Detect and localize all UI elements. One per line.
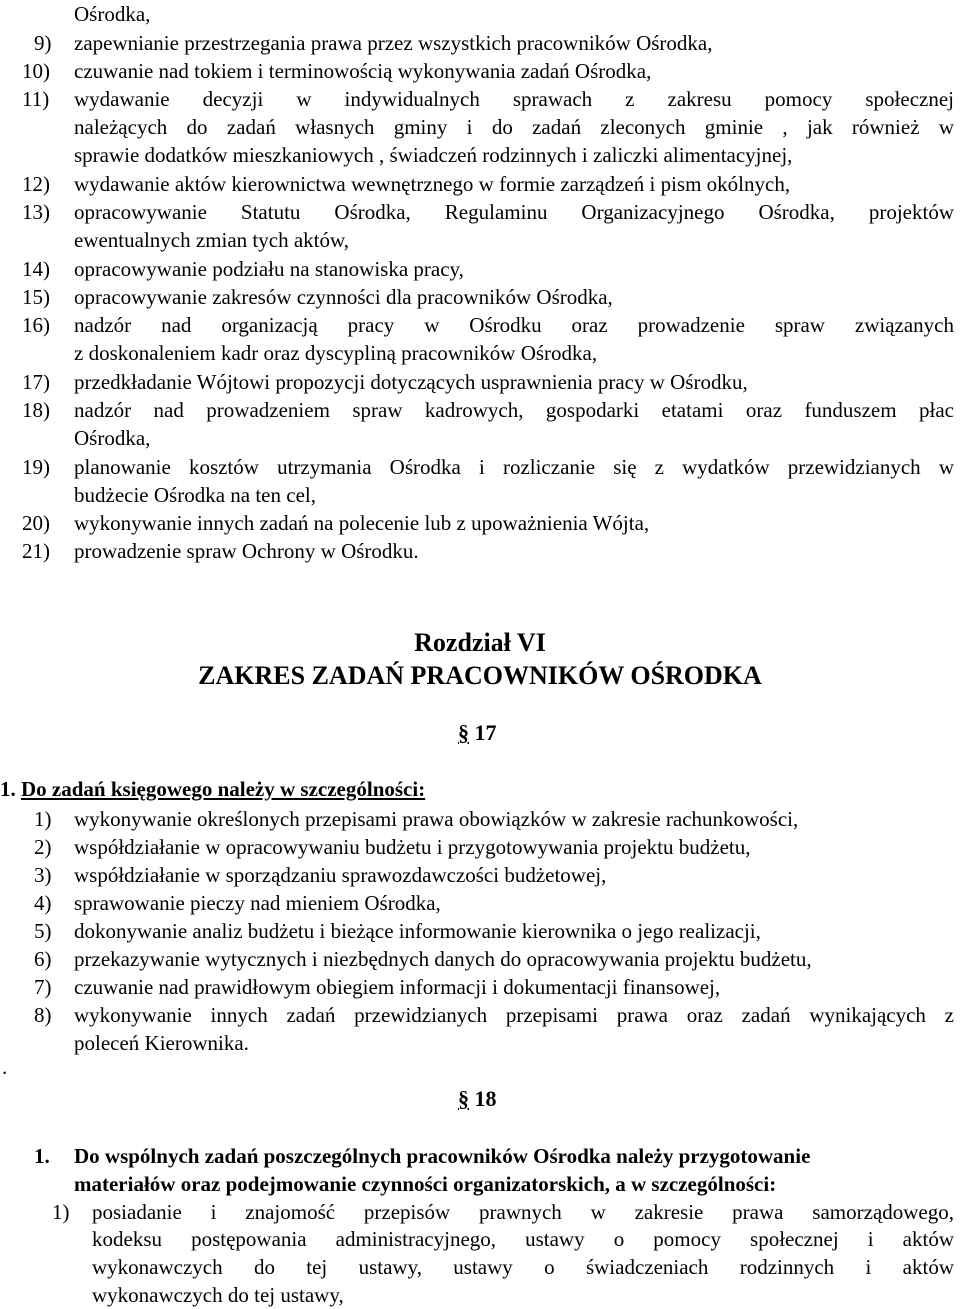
- item-text: opracowywanie podziału na stanowiska pracy,: [74, 257, 464, 281]
- item-number: 12): [22, 172, 50, 196]
- item-text: ewentualnych zmian tych aktów,: [74, 228, 350, 252]
- item-number: 14): [22, 257, 50, 281]
- heading-text: materiałów oraz podejmowanie czynności organizatorskich, a w szczególności:: [74, 1172, 777, 1196]
- item-number: 4): [34, 891, 52, 915]
- item-text: opracowywanie zakresów czynności dla pracowników Ośrodka,: [74, 285, 613, 309]
- item-number: 17): [22, 370, 50, 394]
- item-number: 8): [34, 1003, 52, 1027]
- item-number: 2): [34, 835, 52, 859]
- item-number: 5): [34, 919, 52, 943]
- item-text: wykonywanie innych zadań przewidzianych przepisami prawa oraz zadań wynikających z: [74, 1003, 954, 1027]
- item-number: 15): [22, 285, 50, 309]
- section-17-heading: [0, 776, 425, 802]
- item-number: 13): [22, 200, 50, 224]
- item-text: współdziałanie w sporządzaniu sprawozdawczości budżetowej,: [74, 863, 607, 887]
- item-number: 11): [22, 87, 50, 111]
- section-number: 17: [474, 720, 497, 745]
- item-text: nadzór nad organizacją pracy w Ośrodku oraz prowadzenie spraw związanych: [74, 313, 954, 337]
- item-number: 20): [22, 511, 50, 535]
- item-number: 10): [22, 59, 50, 83]
- heading-text: Do wspólnych zadań poszczególnych pracowników Ośrodka należy przygotowanie: [74, 1144, 811, 1168]
- item-text: sprawowanie pieczy nad mieniem Ośrodka,: [74, 891, 441, 915]
- item-text: prowadzenie spraw Ochrony w Ośrodku.: [74, 539, 419, 563]
- item-text: opracowywanie Statutu Ośrodka, Regulaminu Organizacyjnego Ośrodka, projektów: [74, 200, 954, 224]
- heading-number: 1.: [34, 1144, 50, 1168]
- item-number: 6): [34, 947, 52, 971]
- section-symbol: §: [458, 720, 469, 745]
- item-text: budżecie Ośrodka na ten cel,: [74, 483, 316, 507]
- item-text: wykonawczych do tej ustawy, ustawy o świadczeniach rodzinnych i aktów: [92, 1255, 954, 1279]
- section-17-marker: [458, 720, 497, 746]
- item-text: przekazywanie wytycznych i niezbędnych danych do opracowywania projektu budżetu,: [74, 947, 812, 971]
- item-number: 16): [22, 313, 50, 337]
- stray-dot: .: [2, 1055, 8, 1079]
- heading-text: Do zadań księgowego należy w szczególności:: [21, 777, 426, 801]
- item-text: Ośrodka,: [74, 426, 151, 450]
- list-intro-text: Ośrodka,: [74, 2, 151, 26]
- item-text: czuwanie nad tokiem i terminowością wykonywania zadań Ośrodka,: [74, 59, 652, 83]
- item-text: nadzór nad prowadzeniem spraw kadrowych, gospodarki etatami oraz funduszem płac: [74, 398, 954, 422]
- item-text: czuwanie nad prawidłowym obiegiem informacji i dokumentacji finansowej,: [74, 975, 721, 999]
- item-text: wykonywanie innych zadań na polecenie lub z upoważnienia Wójta,: [74, 511, 650, 535]
- item-text: wydawanie decyzji w indywidualnych sprawach z zakresu pomocy społecznej: [74, 87, 954, 111]
- section-number: 18: [474, 1086, 497, 1111]
- item-text: wykonywanie określonych przepisami prawa obowiązków w zakresie rachunkowości,: [74, 807, 799, 831]
- item-text: kodeksu postępowania administracyjnego, ustawy o pomocy społecznej i aktów: [92, 1227, 954, 1251]
- chapter-subtitle: ZAKRES ZADAŃ PRACOWNIKÓW OŚRODKA: [198, 661, 762, 690]
- item-number: 3): [34, 863, 52, 887]
- heading-number: 1.: [0, 777, 16, 801]
- item-number: 9): [34, 31, 52, 55]
- section-symbol: §: [458, 1086, 469, 1111]
- item-number: 1): [52, 1200, 70, 1224]
- section-18-marker: [458, 1086, 497, 1112]
- item-text: przedkładanie Wójtowi propozycji dotyczących usprawnienia pracy w Ośrodku,: [74, 370, 748, 394]
- item-text: zapewnianie przestrzegania prawa przez wszystkich pracowników Ośrodka,: [74, 31, 713, 55]
- chapter-title: Rozdział VI: [414, 628, 546, 657]
- item-text: współdziałanie w opracowywaniu budżetu i przygotowywania projektu budżetu,: [74, 835, 751, 859]
- item-text: poleceń Kierownika.: [74, 1031, 249, 1055]
- item-text: wykonawczych do tej ustawy,: [92, 1283, 344, 1307]
- item-text: z doskonaleniem kadr oraz dyscypliną pracowników Ośrodka,: [74, 341, 598, 365]
- item-text: dokonywanie analiz budżetu i bieżące informowanie kierownika o jego realizacji,: [74, 919, 761, 943]
- item-text: wydawanie aktów kierownictwa wewnętrznego w formie zarządzeń i pism okólnych,: [74, 172, 791, 196]
- item-text: sprawie dodatków mieszkaniowych , świadczeń rodzinnych i zaliczki alimentacyjnej,: [74, 143, 793, 167]
- item-text: posiadanie i znajomość przepisów prawnych w zakresie prawa samorządowego,: [92, 1200, 954, 1224]
- item-number: 18): [22, 398, 50, 422]
- item-number: 1): [34, 807, 52, 831]
- item-text: planowanie kosztów utrzymania Ośrodka i rozliczanie się z wydatków przewidzianych w: [74, 455, 954, 479]
- item-number: 7): [34, 975, 52, 999]
- item-text: należących do zadań własnych gminy i do zadań zleconych gminie , jak również w: [74, 115, 954, 139]
- item-number: 19): [22, 455, 50, 479]
- item-number: 21): [22, 539, 50, 563]
